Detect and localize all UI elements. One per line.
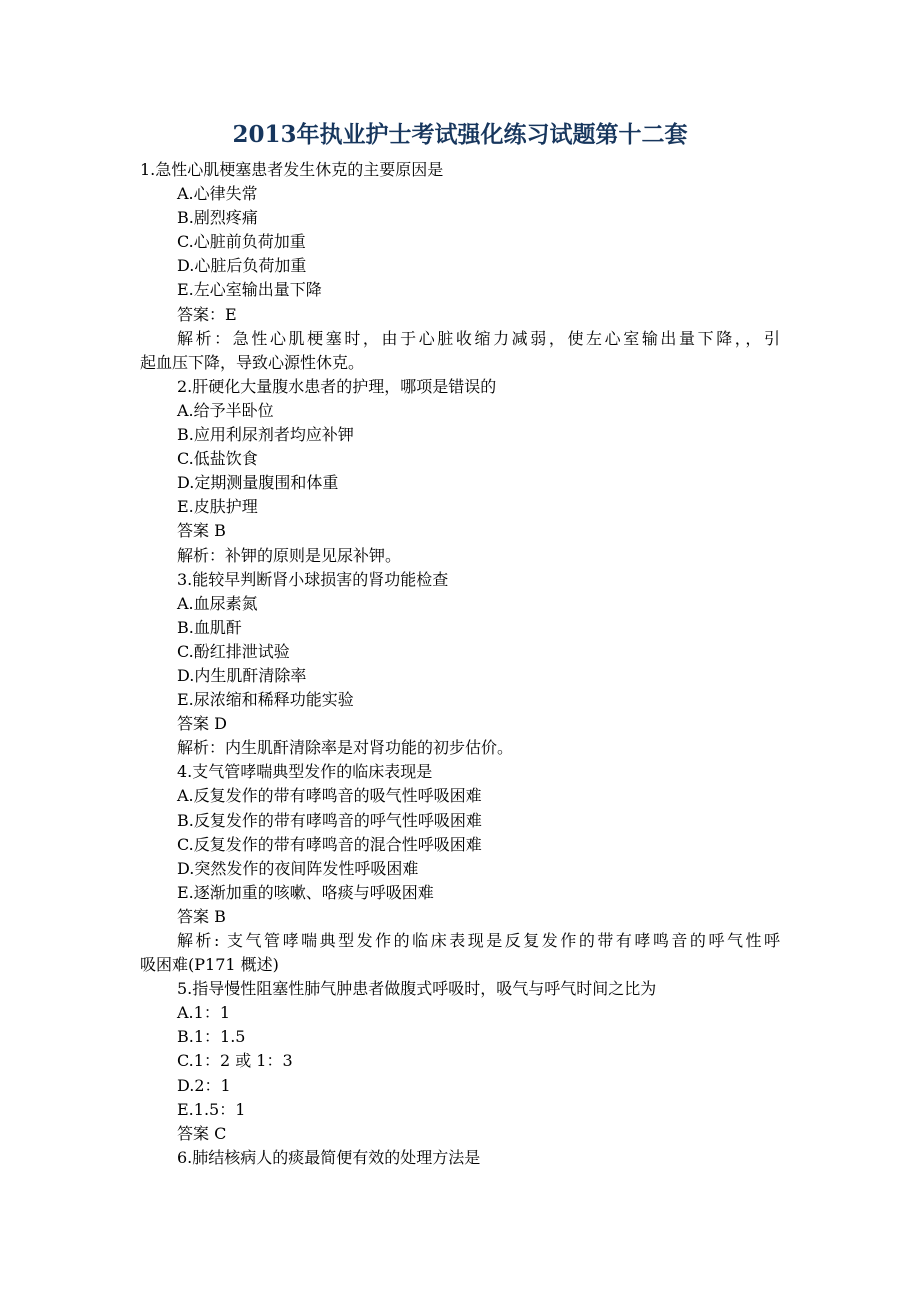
question-stem: 4.支气管哮喘典型发作的临床表现是 [177,762,433,782]
answer-option: A.血尿素氮 [177,593,258,613]
question-stem: 6.肺结核病人的痰最简便有效的处理方法是 [177,1147,481,1167]
answer-option: D.突然发作的夜间阵发性呼吸困难 [177,858,419,878]
question-stem: 5.指导慢性阻塞性肺气肿患者做腹式呼吸时，吸气与呼气时间之比为 [177,979,657,999]
explanation-text: 解析：急性心肌梗塞时，由于心脏收缩力减弱，使左心室输出量下降，，引 [177,328,780,348]
explanation-text: 解析：补钾的原则是见尿补钾。 [177,545,402,565]
explanation-text-continued: 起血压下降，导致心源性休克。 [140,352,365,372]
answer-key: 答案 B [177,521,226,541]
answer-option: C.低盐饮食 [177,449,258,469]
question-list [140,158,780,1170]
answer-option: B.应用利尿剂者均应补钾 [177,425,354,445]
answer-option: D.心脏后负荷加重 [177,256,307,276]
answer-option: D.内生肌酐清除率 [177,665,307,685]
answer-key: 答案：E [177,304,237,324]
question-stem: 2.肝硬化大量腹水患者的护理，哪项是错误的 [177,376,497,396]
question-stem: 1.急性心肌梗塞患者发生休克的主要原因是 [140,160,444,179]
answer-option: E.皮肤护理 [177,497,258,517]
answer-option: E.尿浓缩和稀释功能实验 [177,690,354,710]
answer-option: D.2：1 [177,1075,231,1095]
document-title: 2013年执业护士考试强化练习试题第十二套 [232,121,688,148]
answer-option: C.反复发作的带有哮鸣音的混合性呼吸困难 [177,834,482,854]
answer-key: 答案 C [177,1123,227,1143]
explanation-text: 解析：内生肌酐清除率是对肾功能的初步估价。 [177,738,514,758]
answer-option: C.心脏前负荷加重 [177,232,306,252]
answer-option: B.剧烈疼痛 [177,208,258,228]
explanation-text-continued: 吸困难(P171 概述) [140,955,279,975]
answer-option: E.逐渐加重的咳嗽、咯痰与呼吸困难 [177,882,434,902]
answer-option: E.1.5：1 [177,1099,246,1119]
answer-option: C.酚红排泄试验 [177,641,290,661]
question-stem: 3.能较早判断肾小球损害的肾功能检查 [177,569,449,589]
answer-key: 答案 B [177,906,226,926]
answer-option: C.1：2 或 1：3 [177,1051,293,1071]
answer-key: 答案 D [177,714,227,734]
explanation-text: 解析: 支气管哮喘典型发作的临床表现是反复发作的带有哮鸣音的呼气性呼 [177,931,780,950]
answer-option: E.左心室输出量下降 [177,280,322,300]
answer-option: A.1：1 [177,1003,231,1023]
answer-option: B.反复发作的带有哮鸣音的呼气性呼吸困难 [177,810,482,830]
answer-option: A.反复发作的带有哮鸣音的吸气性呼吸困难 [177,786,482,806]
answer-option: D.定期测量腹围和体重 [177,473,339,493]
answer-option: B.血肌酐 [177,617,242,637]
answer-option: A.心律失常 [177,184,258,204]
answer-option: A.给予半卧位 [177,400,274,420]
answer-option: B.1：1.5 [177,1027,246,1047]
